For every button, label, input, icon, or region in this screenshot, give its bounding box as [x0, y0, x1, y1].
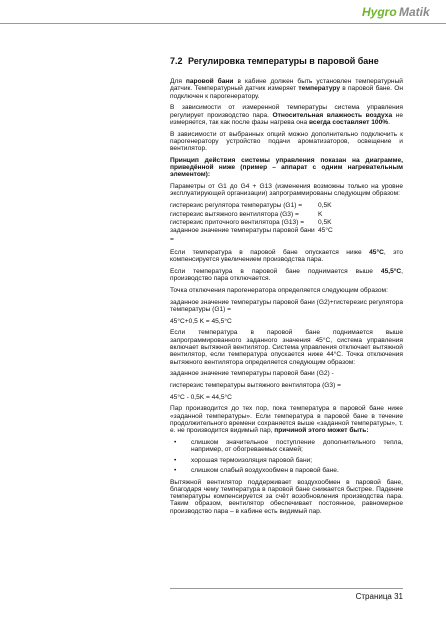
section-number: 7.2: [170, 56, 183, 66]
paragraph-9: заданное значение температуры паровой бани (G2)+гистерезис регулятора температуры (G1) =: [170, 298, 403, 314]
parameter-row: гистерезис регулятора температуры (G1) = 0,5K: [170, 202, 332, 210]
paragraph-13: гистерезис температуры вытяжного вентилятора (G3) =: [170, 382, 341, 390]
section-title: Регулировка температуры в паровой бане: [188, 56, 379, 66]
bullet-icon: •: [174, 456, 177, 464]
formula-2: 45°C - 0,5K = 44,5°C: [170, 393, 232, 401]
paragraph-16: Вытяжной вентилятор поддерживает воздухообмен в паровой бане, благодаря чему температура в паровой бане снижается быстрее. Падение температуры компенсируется за счёт возобновления производства пара. Таким образом, вентилятор обеспечивает постоянное, равномерное производство пара – в кабине есть видимый пар.: [170, 478, 403, 515]
svg-text:Matik: Matik: [399, 5, 430, 19]
svg-text:Hygro: Hygro: [362, 5, 397, 19]
hygromatik-logo: [362, 5, 432, 19]
formula-1: 45°C+0,5 K = 45,5°C: [170, 317, 232, 325]
bullet-icon: •: [174, 467, 177, 475]
list-item: • хорошая термоизоляция паровой бани;: [174, 456, 313, 464]
paragraph-8: Точка отключения парогенератора определяется следующим образом:: [170, 287, 388, 295]
section-heading: [170, 56, 403, 67]
paragraph-4: Принцип действия системы управления показан на диаграмме, приведённой ниже (пример – аппарат с одним нагревательным элементом):: [170, 156, 403, 179]
parameter-list: [170, 202, 403, 244]
paragraph-12: заданное значение температуры паровой бани (G2) -: [170, 370, 334, 378]
paragraph-7: Если температура в паровой бане поднимается выше 45,5°C, производство пара отключается.: [170, 268, 403, 283]
paragraph-2: В зависимости от измеренной температуры система управления регулирует производство пара. Относительная влажность воздуха не измеряется, так как после фазы нагрева она всегда составляет 100%.: [170, 104, 403, 126]
parameter-row: гистерезис приточного вентилятора (G13) = 0,5K: [170, 218, 332, 226]
list-item: • слишком значительное поступление дополнительного тепла, например, от обогреваемых скамей;: [174, 438, 403, 454]
bullet-icon: •: [174, 438, 177, 446]
parameter-row: гистерезис вытяжного вентилятора (G3) = K: [170, 210, 323, 218]
cause-list: [170, 439, 403, 475]
page-number: Страница 31: [355, 592, 403, 601]
paragraph-6: Если температура в паровой бане опускается ниже 45°C, это компенсируется увеличением производства пара.: [170, 249, 403, 264]
page-header: [0, 0, 446, 22]
header-rule: [0, 23, 446, 24]
paragraph-11: Если температура в паровой бане поднимается выше запрограммированного заданного значения 45°C, система управления включает вытяжной вентилятор. Система управления отключает вытяжной вентилятор, если температура опускается ниже 44°C. Точка отключения вытяжного вентилятора определяется следующим образом:: [170, 329, 403, 366]
footer-rule: [170, 588, 403, 589]
page-content: [170, 30, 403, 519]
paragraph-1: Для паровой бани в кабине должен быть установлен температурный датчик. Температурный датчик измеряет температуру в паровой бане. Он подключен к парогенератору.: [170, 78, 403, 100]
paragraph-5: Параметры от G1 до G4 + G13 (изменения возможны только на уровне эксплуатирующей организации) запрограммированы следующим образом:: [170, 183, 403, 198]
list-item: • слишком слабый воздухообмен в паровой бане.: [174, 467, 339, 475]
paragraph-3: В зависимости от выбранных опций можно дополнительно подключить к парогенератору устройство подачи ароматизаторов, освещение и вентилятор.: [170, 130, 403, 153]
parameter-row: заданное значение температуры паровой бани = 45°C: [170, 227, 333, 243]
paragraph-15: Пар производится до тех пор, пока температура в паровой бане ниже «заданной температуры». Если температура в паровой бане в течение продолжительного времени сохраняется выше «заданной температуры», т. е. не производится видимый пар, причиной этого может быть:: [170, 405, 403, 435]
